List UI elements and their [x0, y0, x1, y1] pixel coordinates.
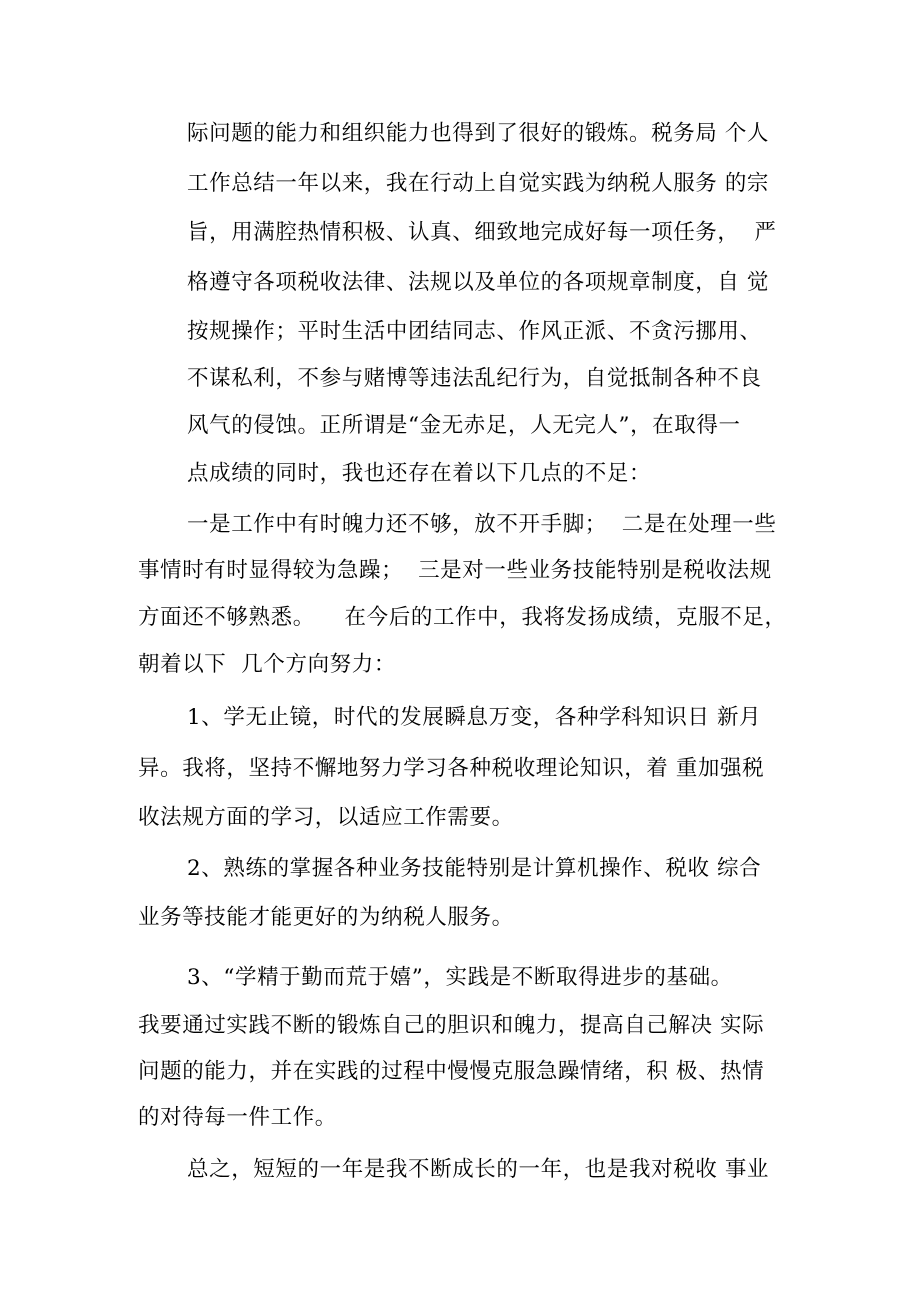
- text-line-21: 的对待每一件工作。: [138, 1105, 337, 1130]
- text-line-22: 总之，短短的一年是我不断成长的一年，也是我对税收 事业: [187, 1157, 770, 1182]
- text-line-17: 业务等技能才能更好的为纳税人服务。: [138, 905, 514, 930]
- text-line-8: 点成绩的同时，我也还存在着以下几点的不足：: [187, 461, 652, 486]
- text-line-3: 旨，用满腔热情积极、认真、细致地完成好每一项任务， 严: [187, 220, 777, 245]
- text-line-11: 方面还不够熟悉。 在今后的工作中，我将发扬成绩，克服不足，: [138, 605, 787, 630]
- text-line-9: 一是工作中有时魄力还不够，放不开手脚； 二是在处理一些: [187, 512, 777, 537]
- text-line-13: 1、学无止镜，时代的发展瞬息万变，各种学科知识日 新月: [187, 705, 762, 730]
- text-line-2: 工作总结一年以来，我在行动上自觉实践为纳税人服务 的宗: [187, 171, 770, 196]
- text-line-5: 按规操作；平时生活中团结同志、作风正派、不贪污挪用、: [187, 319, 762, 344]
- text-line-19: 我要通过实践不断的锻炼自己的胆识和魄力，提高自己解决 实际: [138, 1013, 765, 1038]
- text-line-6: 不谋私利，不参与赌博等违法乱纪行为，自觉抵制各种不良: [187, 366, 762, 391]
- text-line-7: 风气的侵蚀。正所谓是“金无赤足，人无完人”，在取得一: [187, 413, 741, 438]
- text-line-16: 2、熟练的掌握各种业务技能特别是计算机操作、税收 综合: [187, 856, 762, 881]
- text-line-20: 问题的能力，并在实践的过程中慢慢克服急躁情绪，积 极、热情: [138, 1059, 765, 1084]
- text-line-15: 收法规方面的学习，以适应工作需要。: [138, 805, 514, 830]
- text-line-1: 际问题的能力和组织能力也得到了很好的锻炼。税务局 个人: [187, 121, 770, 146]
- text-line-12: 朝着以下 几个方向努力：: [138, 652, 396, 677]
- text-line-4: 格遵守各项税收法律、法规以及单位的各项规章制度，自 觉: [187, 270, 770, 295]
- text-line-18: 3、“学精于勤而荒于嬉”，实践是不断取得进步的基础。: [187, 965, 733, 990]
- text-line-14: 异。我将，坚持不懈地努力学习各种税收理论知识，着 重加强税: [138, 756, 765, 781]
- text-line-10: 事情时有时显得较为急躁； 三是对一些业务技能特别是税收法规: [138, 558, 772, 583]
